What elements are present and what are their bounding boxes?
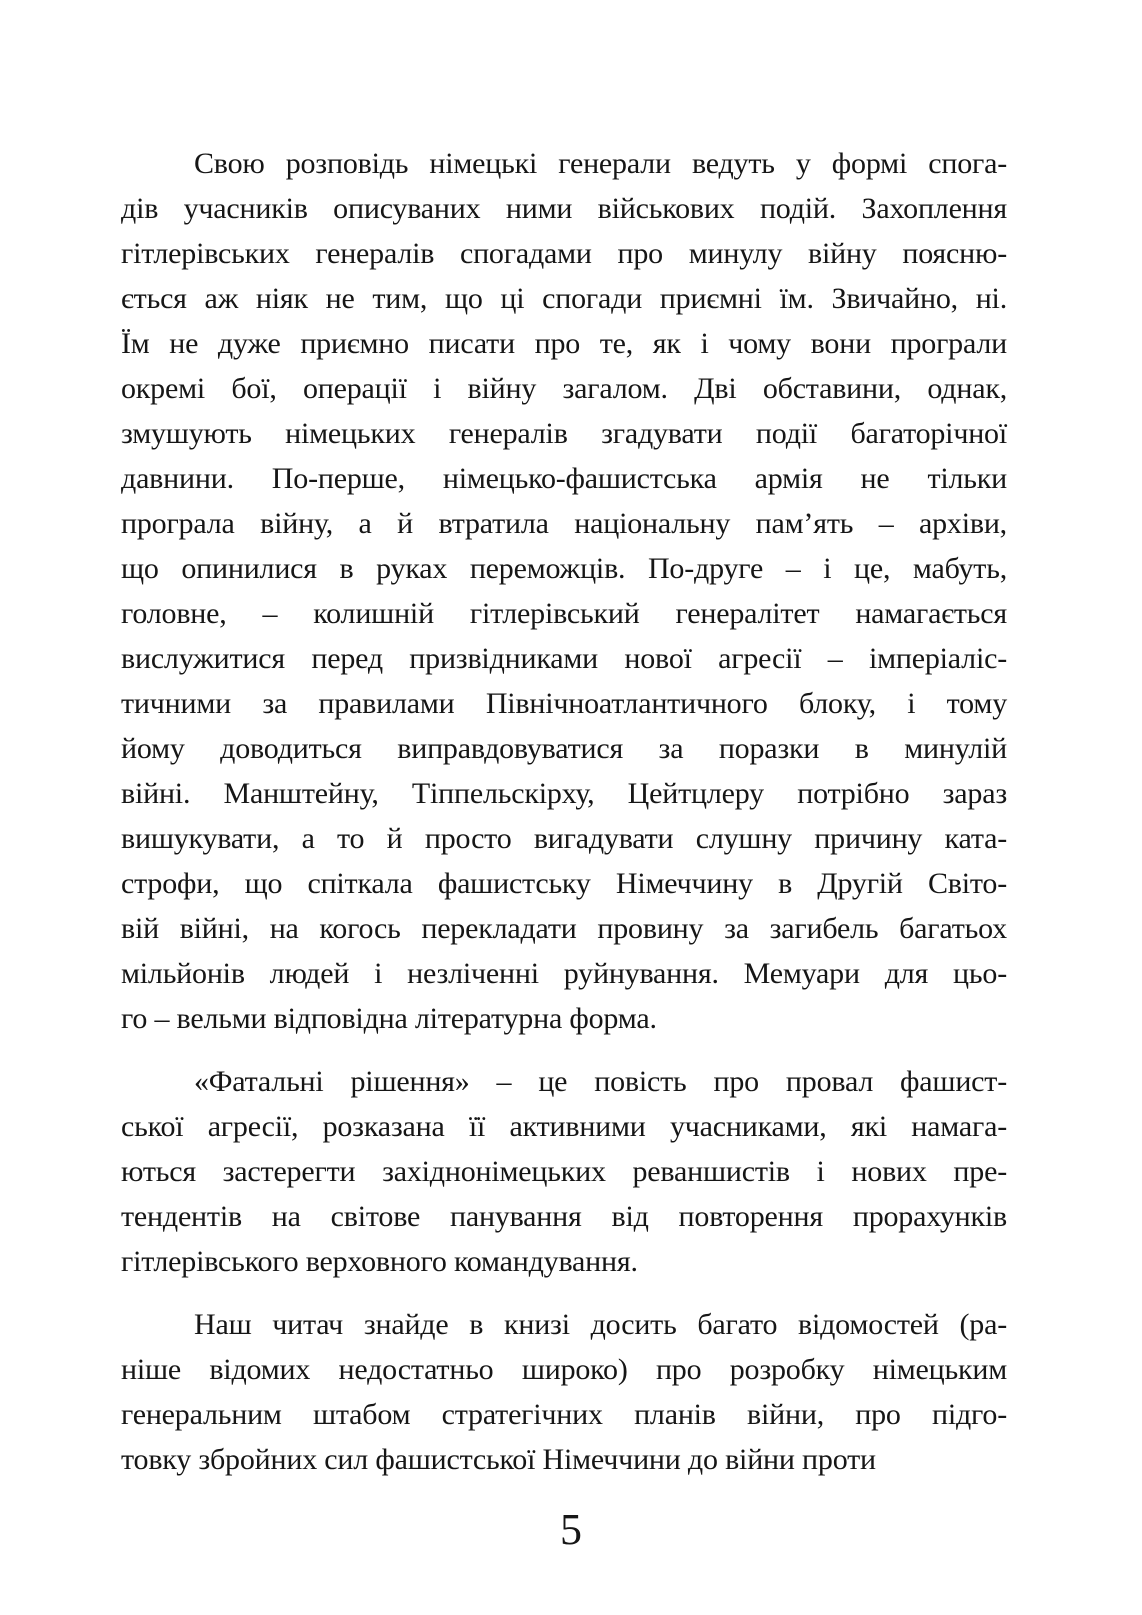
text-line: мільйонів людей і незліченні руйнування. Мемуари для цьо- <box>121 957 1007 990</box>
text-line: війні. Манштейну, Тіппельскірху, Цейтцлеру потрібно зараз <box>121 777 1007 810</box>
text-line: «Фатальні рішення» – це повість про провал фашист- <box>194 1065 1007 1098</box>
text-line: ються застерегти західнонімецьких реваншистів і нових пре- <box>121 1155 1007 1188</box>
text-line: програла війну, а й втратила національну пам’ять – архіви, <box>121 507 1007 540</box>
paragraph-1 <box>121 141 1007 1041</box>
text-line: ється аж ніяк не тим, що ці спогади приємні їм. Звичайно, ні. <box>121 282 1007 315</box>
text-line: окремі бої, операції і війну загалом. Дві обставини, однак, <box>121 372 1007 405</box>
text-line: вислужитися перед призвідниками нової агресії – імперіаліс- <box>121 642 1007 675</box>
text-line: вій війні, на когось перекладати провину за загибель багатьох <box>121 912 1007 945</box>
text-line: вишукувати, а то й просто вигадувати слушну причину ката- <box>121 822 1007 855</box>
text-line: давнини. По-перше, німецько-фашистська армія не тільки <box>121 462 1007 495</box>
paragraph-2 <box>121 1059 1007 1284</box>
text-line: строфи, що спіткала фашистську Німеччину в Другій Світо- <box>121 867 1007 900</box>
text-line: дів учасників описуваних ними військових подій. Захоплення <box>121 192 1007 225</box>
text-block <box>121 141 1007 1482</box>
text-line: гітлерівського верховного командування. <box>121 1245 638 1278</box>
text-line: Їм не дуже приємно писати про те, як і чому вони програли <box>121 327 1007 360</box>
text-line: гітлерівських генералів спогадами про минулу війну поясню- <box>121 237 1007 270</box>
text-line: що опинилися в руках переможців. По-друге – і це, мабуть, <box>121 552 1007 585</box>
text-line: Наш читач знайде в книзі досить багато відомостей (ра- <box>194 1308 1007 1341</box>
text-line: змушують німецьких генералів згадувати події багаторічної <box>121 417 1007 450</box>
text-line: тендентів на світове панування від повторення прорахунків <box>121 1200 1007 1233</box>
text-line: товку збройних сил фашистської Німеччини до війни проти <box>121 1443 876 1476</box>
text-line: ніше відомих недостатньо широко) про розробку німецьким <box>121 1353 1007 1386</box>
text-line: го – вельми відповідна літературна форма. <box>121 1002 657 1035</box>
page-number: 5 <box>560 1505 582 1554</box>
text-line: тичними за правилами Північноатлантичного блоку, і тому <box>121 687 1007 720</box>
text-line: головне, – колишній гітлерівський генералітет намагається <box>121 597 1007 630</box>
text-line: Свою розповідь німецькі генерали ведуть у формі спога- <box>194 147 1007 180</box>
text-line: ської агресії, розказана її активними учасниками, які намага- <box>121 1110 1007 1143</box>
paragraph-3 <box>121 1302 1007 1482</box>
text-line: генеральним штабом стратегічних планів війни, про підго- <box>121 1398 1007 1431</box>
text-line: йому доводиться виправдовуватися за поразки в минулій <box>121 732 1007 765</box>
